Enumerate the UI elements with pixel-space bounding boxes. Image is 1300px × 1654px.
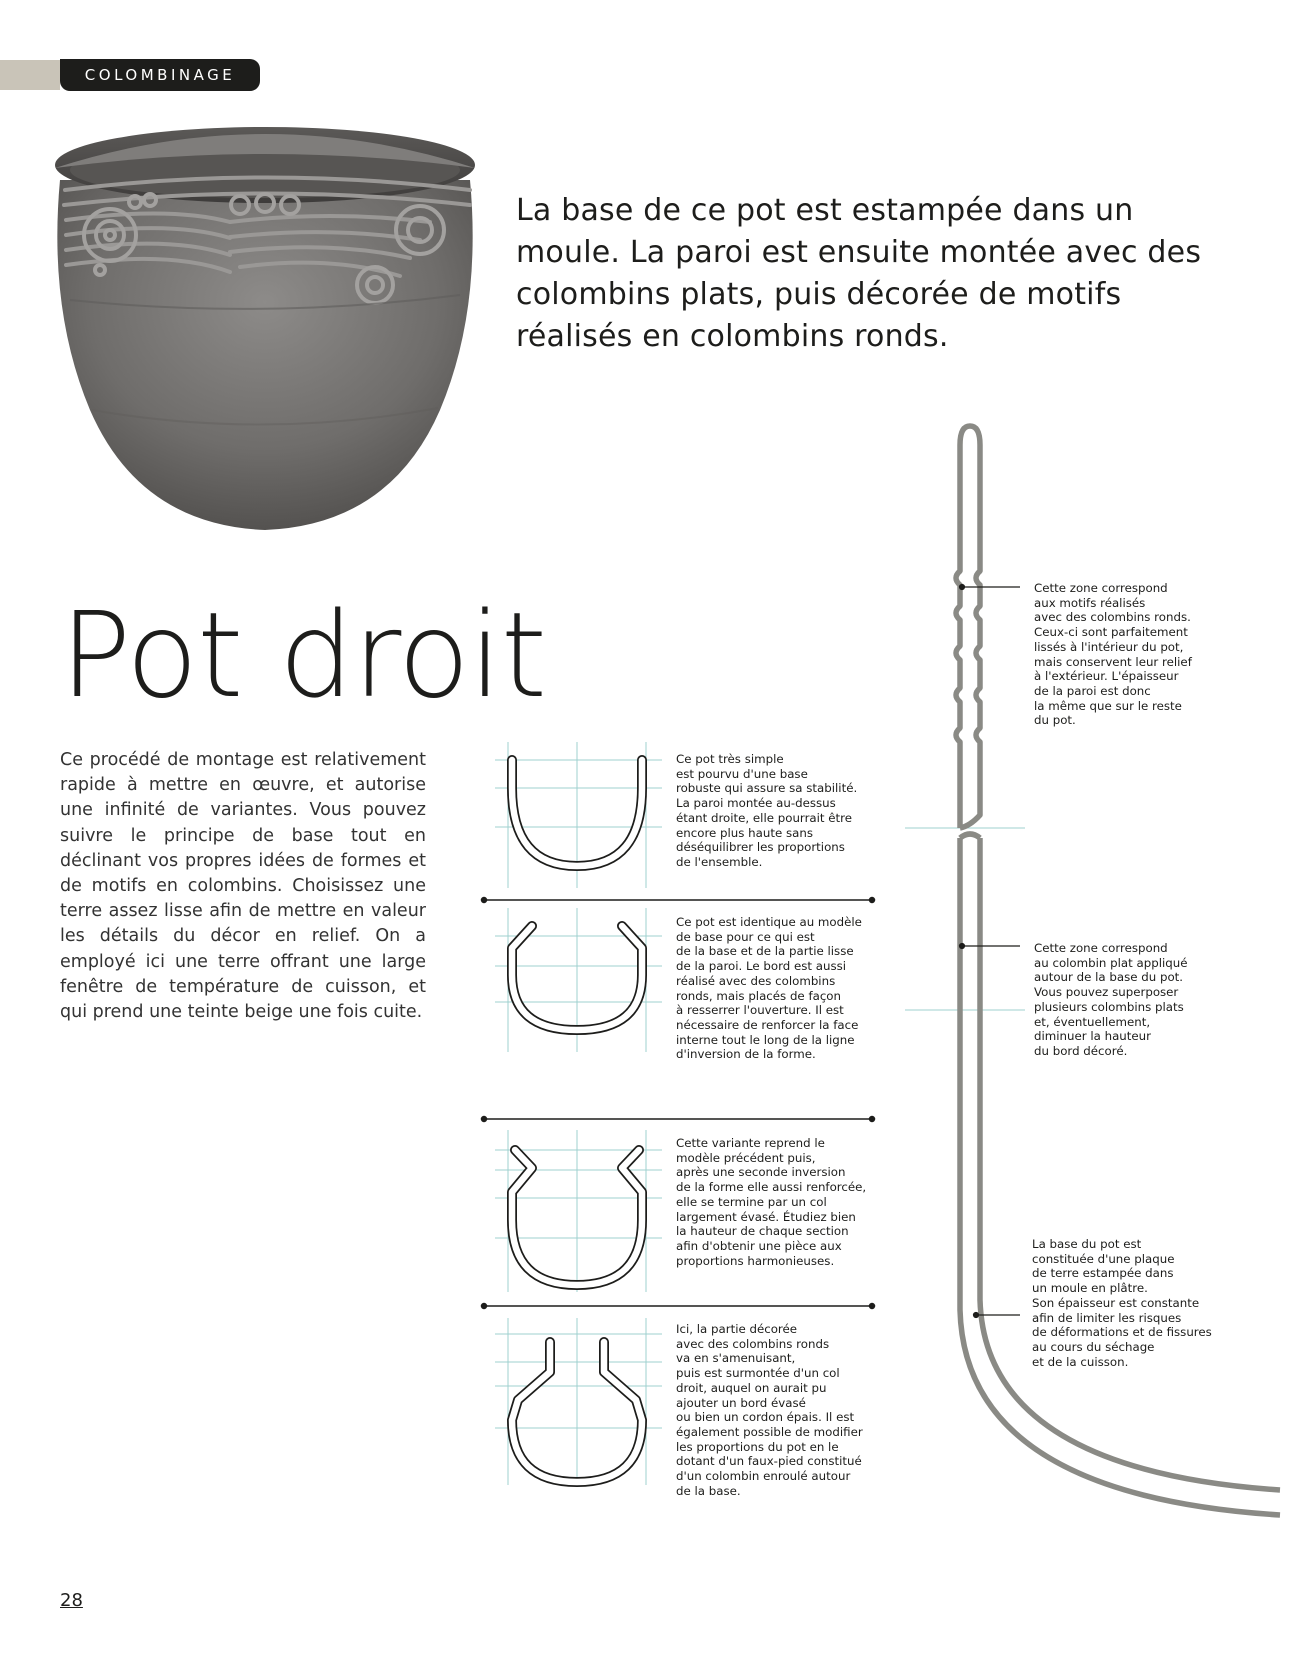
wall-zone-note: Cette zone correspond au colombin plat appliqué autour de la base du pot. Vous pouvez superposer plusieurs colombins plats et, éventuellement, diminuer la hauteur du bord décoré.: [1034, 941, 1188, 1058]
base-zone-note: La base du pot est constituée d'une plaque de terre estampée dans un moule en plâtre. Son épaisseur est constante afin de limiter les risques de déformations et de fissures au cours du séchage et de la cuisson.: [1032, 1237, 1212, 1369]
variant-2-note: Ce pot est identique au modèle de base pour ce qui est de la base et de la partie lisse de la paroi. Le bord est aussi réalisé avec des colombins ronds, mais placés de façon à resserrer l'ouverture. Il est nécessaire de renforcer la face interne tout le long de la ligne d'inversion de la forme.: [676, 915, 862, 1062]
decor-zone-note: Cette zone correspond aux motifs réalisés avec des colombins ronds. Ceux-ci sont parfaitement lissés à l'intérieur du pot, mais conservent leur relief à l'extérieur. L'épaisseur de la paroi est donc la même que sur le reste du pot.: [1034, 581, 1192, 728]
page-number: 28: [60, 1590, 83, 1611]
variant-4-note: Ici, la partie décorée avec des colombins ronds va en s'amenuisant, puis est surmontée d'un col droit, auquel on aurait pu ajouter un bord évasé ou bien un cordon épais. Il est également possible de modifier les proportions du pot en le dotant d'un faux-pied constitué d'un colombin enroulé autour de la base.: [676, 1322, 863, 1498]
page-title: Pot droit: [60, 586, 546, 724]
variant-1-note: Ce pot très simple est pourvu d'une base robuste qui assure sa stabilité. La paroi montée au-dessus étant droite, elle pourrait être encore plus haute sans déséquilibrer les proportions de l'ensemble.: [676, 752, 858, 869]
variant-4-diagram: [495, 1318, 662, 1485]
variant-3-note: Cette variante reprend le modèle précédent puis, après une seconde inversion de la forme elle aussi renforcée, elle se termine par un col largement évasé. Étudiez bien la hauteur de chaque section afin d'obtenir une pièce aux proportions harmonieuses.: [676, 1136, 867, 1268]
variant-1-diagram: [495, 742, 662, 888]
variant-2-diagram: [495, 908, 662, 1052]
body-text: Ce procédé de montage est relativement rapide à mettre en œuvre, et autorise une infinité de variantes. Vous pouvez suivre le principe de base tout en déclinant vos propres idées de formes et de motifs en colombins. Choisissez une terre assez lisse afin de mettre en valeur les détails du décor en relief. On a employé ici une terre offrant une large fenêtre de température de cuisson, et qui prend une teinte beige une fois cuite.: [60, 750, 426, 1023]
section-tab: COLOMBINAGE: [60, 59, 260, 91]
variant-3-diagram: [495, 1130, 662, 1292]
intro-text: La base de ce pot est estampée dans un moule. La paroi est ensuite montée avec des colombins plats, puis décorée de motifs réalisés en colombins ronds.: [516, 193, 1202, 354]
